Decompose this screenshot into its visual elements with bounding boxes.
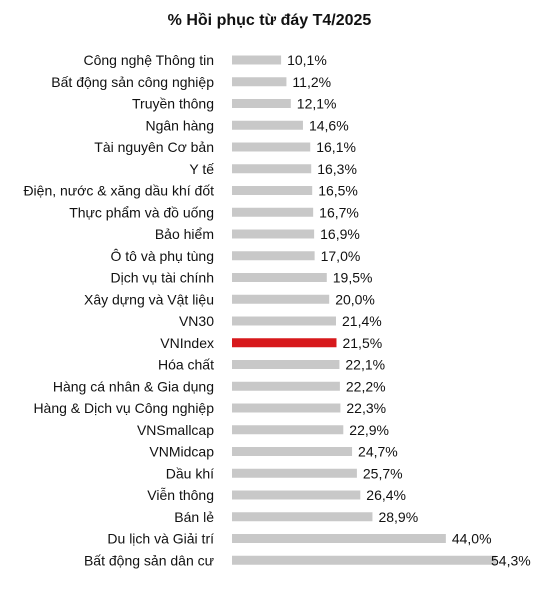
category-label: Bảo hiểm (154, 226, 214, 242)
bar (232, 121, 303, 130)
category-label: VNMidcap (149, 443, 214, 460)
value-label: 16,3% (317, 160, 357, 177)
bar (232, 491, 360, 500)
bar (232, 56, 281, 65)
category-label: Điện, nước & xăng dầu khí đốt (23, 182, 214, 199)
value-label: 21,5% (342, 334, 383, 351)
value-label: 22,9% (349, 421, 389, 438)
category-label: Dịch vụ tài chính (110, 269, 214, 286)
value-label: 19,5% (332, 269, 373, 286)
category-label: Y tế (189, 160, 214, 177)
category-label: Xây dựng và Vật liệu (83, 291, 214, 308)
bar (232, 512, 372, 521)
category-label: VNSmallcap (136, 421, 214, 438)
category-label: Du lịch và Giải trí (107, 530, 214, 547)
value-label: 25,7% (362, 465, 403, 482)
category-label: Ô tô và phụ tùng (110, 247, 214, 264)
bar (232, 230, 314, 239)
bar (232, 556, 496, 565)
bar (232, 447, 352, 456)
value-label: 16,1% (316, 139, 356, 155)
value-label: 17,0% (320, 247, 361, 264)
value-label: 26,4% (366, 487, 407, 503)
value-label: 16,7% (319, 204, 359, 221)
value-label: 16,5% (318, 182, 358, 199)
bar (232, 143, 310, 152)
value-label: 16,9% (320, 226, 360, 242)
bar (232, 404, 340, 413)
value-label: 28,9% (378, 508, 419, 525)
bar (232, 164, 311, 173)
bar (232, 295, 329, 304)
category-label: Công nghệ Thông tin (83, 52, 214, 68)
bar (232, 360, 339, 369)
category-label: Ngân hàng (145, 117, 214, 134)
bar (232, 251, 315, 260)
value-label: 54,3% (491, 552, 531, 569)
category-label: Tài nguyên Cơ bản (94, 139, 214, 155)
category-label: Dầu khí (165, 465, 214, 482)
value-label: 22,3% (346, 400, 387, 416)
category-label: Bất động sản công nghiệp (51, 73, 214, 90)
value-label: 11,2% (292, 73, 332, 90)
value-label: 21,4% (342, 313, 382, 329)
category-label: VNIndex (160, 334, 214, 351)
category-label: Bất động sản dân cư (83, 552, 214, 569)
category-label: Hàng cá nhân & Gia dụng (52, 378, 214, 395)
value-label: 22,2% (345, 378, 386, 395)
chart-title: % Hồi phục từ đáy T4/2025 (167, 12, 372, 29)
category-label: Thực phẩm và đồ uống (69, 204, 214, 221)
value-label: 22,1% (345, 356, 386, 373)
category-label: Bán lẻ (174, 508, 214, 525)
value-label: 24,7% (358, 443, 398, 460)
bar (232, 317, 336, 326)
bar-highlight (232, 338, 336, 347)
bar (232, 77, 286, 86)
value-label: 10,1% (287, 52, 327, 68)
category-label: VN30 (178, 313, 214, 329)
bar (232, 273, 327, 282)
value-label: 44,0% (451, 530, 492, 547)
value-label: 20,0% (335, 291, 375, 308)
value-label: 12,1% (296, 95, 337, 112)
bar (232, 208, 313, 217)
value-label: 14,6% (308, 117, 349, 134)
category-label: Hóa chất (157, 356, 214, 373)
bar (232, 469, 357, 478)
bar (232, 425, 343, 434)
category-label: Viễn thông (147, 487, 214, 503)
category-label: Truyền thông (132, 95, 214, 112)
bar (232, 99, 291, 108)
bar (232, 534, 446, 543)
bar (232, 186, 312, 195)
category-label: Hàng & Dịch vụ Công nghiệp (33, 400, 214, 416)
bar (232, 382, 340, 391)
